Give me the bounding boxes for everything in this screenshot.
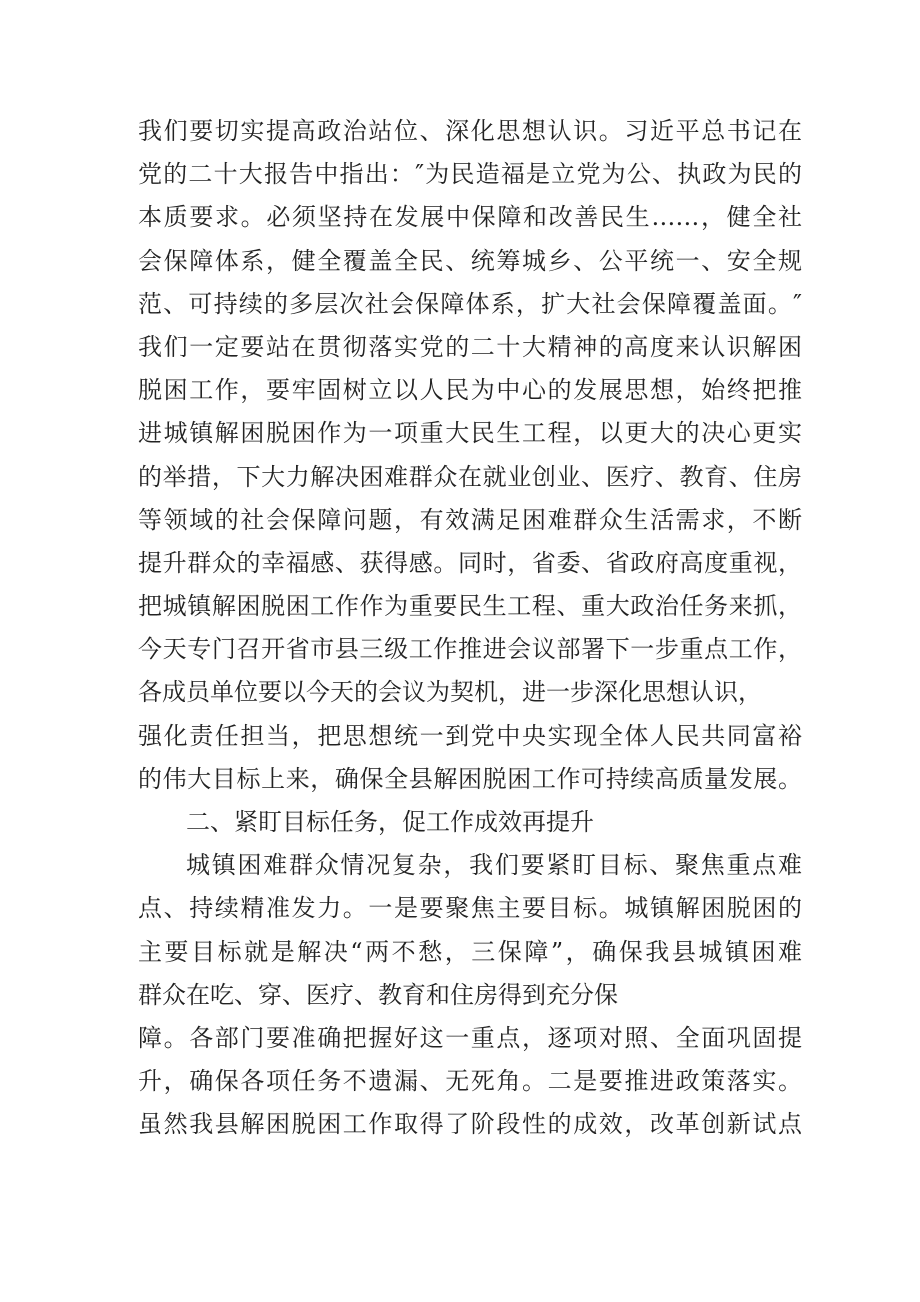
text-line: 点、持续精准发力。一是要聚焦主要目标。城镇解困脱困的 xyxy=(138,894,802,923)
text-line: 我们一定要站在贯彻落实党的二十大精神的高度来认识解困 xyxy=(138,332,802,361)
text-line: 党的二十大报告中指出：″为民造福是立党为公、执政为民的 xyxy=(138,160,802,189)
text-line: 会保障体系，健全覆盖全民、统筹城乡、公平统一、安全规 xyxy=(138,246,802,275)
text-line: 群众在吃、穿、医疗、教育和住房得到充分保 xyxy=(138,980,618,1009)
text-line: 进城镇解困脱困作为一项重大民生工程，以更大的决心更实 xyxy=(138,419,802,448)
text-line: 主要目标就是解决“两不愁，三保障”，确保我县城镇困难 xyxy=(138,937,802,966)
text-line: 强化责任担当，把思想统一到党中央实现全体人民共同富裕 xyxy=(138,721,802,750)
text-line: 各成员单位要以今天的会议为契机，进一步深化思想认识， xyxy=(138,678,762,707)
text-line: 脱困工作，要牢固树立以人民为中心的发展思想，始终把推 xyxy=(138,376,802,405)
text-line: 二、紧盯目标任务，促工作成效再提升 xyxy=(186,808,594,836)
document-body xyxy=(138,110,802,1147)
text-line: 等领域的社会保障问题，有效满足困难群众生活需求，不断 xyxy=(138,505,802,534)
text-line: 城镇困难群众情况复杂，我们要紧盯目标、聚焦重点难 xyxy=(186,851,802,880)
text-line: 本质要求。必须坚持在发展中保障和改善民生……，健全社 xyxy=(138,203,802,232)
text-line: 障。各部门要准确把握好这一重点，逐项对照、全面巩固提 xyxy=(138,1023,802,1052)
text-line: 虽然我县解困脱困工作取得了阶段性的成效，改革创新试点 xyxy=(138,1110,802,1139)
text-line: 我们要切实提高政治站位、深化思想认识。习近平总书记在 xyxy=(138,117,802,145)
text-line: 今天专门召开省市县三级工作推进会议部署下一步重点工作， xyxy=(138,635,802,664)
text-line: 提升群众的幸福感、获得感。同时，省委、省政府高度重视， xyxy=(138,548,802,577)
text-line: 范、可持续的多层次社会保障体系，扩大社会保障覆盖面。″ xyxy=(138,289,802,318)
text-line: 的伟大目标上来，确保全县解困脱困工作可持续高质量发展。 xyxy=(138,764,802,793)
text-line: 的举措，下大力解决困难群众在就业创业、医疗、教育、住房 xyxy=(138,462,802,491)
text-line: 把城镇解困脱困工作作为重要民生工程、重大政治任务来抓， xyxy=(138,592,802,621)
text-line: 升，确保各项任务不遗漏、无死角。二是要推进政策落实。 xyxy=(138,1067,802,1096)
